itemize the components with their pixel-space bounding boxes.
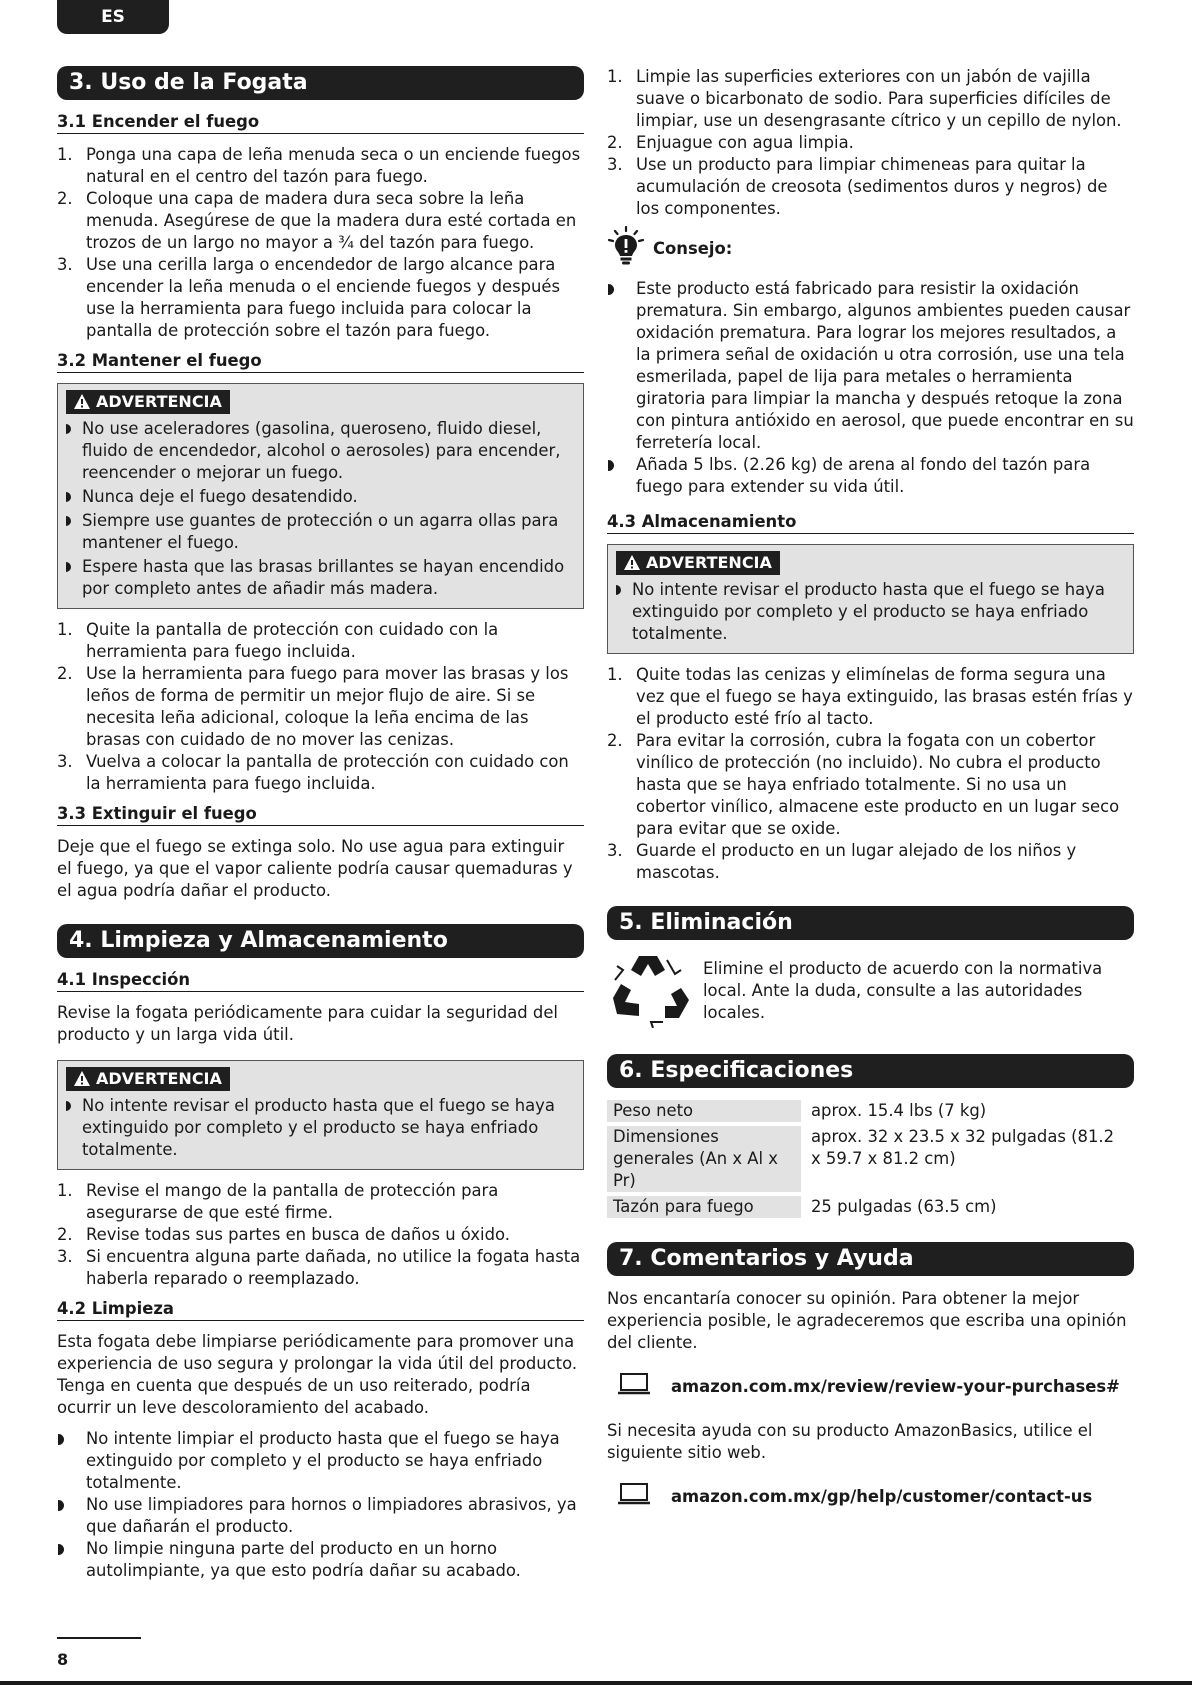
warning-box	[57, 383, 584, 609]
right-column	[607, 66, 1134, 1530]
recycle-icon	[611, 952, 691, 1032]
list-item: 3. Use una cerilla larga o encendedor de largo alcance para encender la leña menuda o el enciende fuegos y después use la herramienta para fuego incluida para colocar la pantalla de protección sobre el tazón para fuego.	[57, 255, 561, 340]
table-row	[607, 1126, 1134, 1192]
disposal-block	[611, 952, 1134, 1032]
help-link-row	[617, 1482, 1134, 1510]
review-link-row	[617, 1372, 1134, 1400]
warning-label: ADVERTENCIA	[66, 1067, 230, 1091]
list-item: 3. Guarde el producto en un lugar alejado de los niños y mascotas.	[607, 841, 1077, 882]
warning-box	[607, 544, 1134, 654]
laptop-icon	[617, 1482, 651, 1510]
subsection-4-3-title: 4.3 Almacenamiento	[607, 512, 1134, 534]
subsection-4-1-title: 4.1 Inspección	[57, 970, 584, 992]
list-item: No intente revisar el producto hasta que el fuego se haya extinguido por completo y el producto se haya enfriado totalmente.	[66, 1095, 575, 1161]
spec-key: Tazón para fuego	[607, 1196, 801, 1218]
cleaning-text: Esta fogata debe limpiarse periódicamente para promover una experiencia de uso segura y prolongar la vida útil del producto. Tenga en cuenta que después de un uso reiterado, podría ocurrir un leve descoloramiento del acabado.	[57, 1332, 578, 1417]
list-item: No limpie ninguna parte del producto en un horno autolimpiante, ya que esto podría dañar su acabado.	[57, 1538, 584, 1582]
list-item: 1. Limpie las superficies exteriores con un jabón de vajilla suave o bicarbonato de sodio. Para superficies difíciles de limpiar, use un desengrasante cítrico y un cepillo de nylon.	[607, 67, 1122, 130]
list-item: 3. Si encuentra alguna parte dañada, no utilice la fogata hasta haberla reparado o reemplazado.	[57, 1247, 581, 1288]
laptop-icon	[617, 1372, 651, 1400]
lightbulb-icon	[607, 226, 645, 270]
help-link[interactable]: amazon.com.mx/gp/help/customer/contact-us	[671, 1486, 1093, 1506]
section-3-title: 3. Uso de la Fogata	[57, 66, 584, 100]
footer-divider	[57, 1637, 141, 1639]
list-item: 1. Revise el mango de la pantalla de protección para asegurarse de que esté firme.	[57, 1181, 499, 1222]
inspection-text: Revise la fogata periódicamente para cuidar la seguridad del producto y un larga vida útil.	[57, 1003, 558, 1044]
list-item: No intente limpiar el producto hasta que el fuego se haya extinguido por completo y el producto se haya enfriado totalmente.	[57, 1428, 584, 1494]
help-text: Si necesita ayuda con su producto AmazonBasics, utilice el siguiente sitio web.	[607, 1421, 1093, 1462]
section-6-title: 6. Especificaciones	[607, 1054, 1134, 1088]
list-item: Siempre use guantes de protección o un agarra ollas para mantener el fuego.	[66, 510, 575, 554]
table-row	[607, 1196, 1134, 1218]
section-5-title: 5. Eliminación	[607, 906, 1134, 940]
list-item: 1. Ponga una capa de leña menuda seca o un enciende fuegos natural en el centro del tazón para fuego.	[57, 145, 581, 186]
tip-bullets	[607, 278, 1134, 498]
specs-table	[607, 1096, 1134, 1222]
extinguish-text: Deje que el fuego se extinga solo. No use agua para extinguir el fuego, ya que el vapor caliente podría causar quemaduras y el agua podría dañar el producto.	[57, 837, 573, 900]
list-item: 1. Quite la pantalla de protección con cuidado con la herramienta para fuego incluida.	[57, 620, 499, 661]
light-fire-steps	[57, 144, 584, 342]
disposal-text: Elimine el producto de acuerdo con la normativa local. Ante la duda, consulte a las autoridades locales.	[703, 959, 1103, 1022]
storage-steps	[607, 664, 1134, 884]
spec-value: aprox. 15.4 lbs (7 kg)	[811, 1101, 987, 1120]
page-number: 8	[57, 1650, 69, 1669]
warning-triangle-icon	[74, 1069, 90, 1093]
list-item: No intente revisar el producto hasta que el fuego se haya extinguido por completo y el producto se haya enfriado totalmente.	[616, 579, 1125, 645]
bottom-border	[0, 1681, 1192, 1685]
list-item: 2. Coloque una capa de madera dura seca sobre la leña menuda. Asegúrese de que la madera dura esté cortada en trozos de un largo no mayor a ¾ del tazón para fuego.	[57, 189, 577, 252]
list-item: 3. Use un producto para limpiar chimeneas para quitar la acumulación de creosota (sedimentos duros y negros) de los componentes.	[607, 155, 1108, 218]
maintain-fire-steps	[57, 619, 584, 795]
subsection-3-1-title: 3.1 Encender el fuego	[57, 112, 584, 134]
list-item: 2. Revise todas sus partes en busca de daños u óxido.	[57, 1225, 510, 1244]
inspection-steps	[57, 1180, 584, 1290]
subsection-3-3-title: 3.3 Extinguir el fuego	[57, 804, 584, 826]
list-item: 3. Vuelva a colocar la pantalla de protección con cuidado con la herramienta para fuego incluida.	[57, 752, 569, 793]
left-column	[57, 66, 584, 1582]
list-item: Añada 5 lbs. (2.26 kg) de arena al fondo del tazón para fuego para extender su vida útil.	[607, 454, 1134, 498]
warning-label: ADVERTENCIA	[66, 390, 230, 414]
subsection-4-2-title: 4.2 Limpieza	[57, 1299, 584, 1321]
list-item: 2. Enjuague con agua limpia.	[607, 133, 854, 152]
language-tab: ES	[57, 0, 169, 34]
review-link[interactable]: amazon.com.mx/review/review-your-purchases#	[671, 1376, 1120, 1396]
spec-value: 25 pulgadas (63.5 cm)	[811, 1197, 997, 1216]
cleaning-steps	[607, 66, 1134, 220]
spec-key: Peso neto	[607, 1100, 801, 1122]
list-item: Nunca deje el fuego desatendido.	[66, 486, 575, 508]
cleaning-bullets	[57, 1428, 584, 1582]
table-row	[607, 1100, 1134, 1122]
feedback-text: Nos encantaría conocer su opinión. Para obtener la mejor experiencia posible, le agradeceremos que escriba una opinión del cliente.	[607, 1289, 1127, 1352]
warning-triangle-icon	[624, 553, 640, 577]
list-item: Espere hasta que las brasas brillantes se hayan encendido por completo antes de añadir más madera.	[66, 556, 575, 600]
list-item: No use limpiadores para hornos o limpiadores abrasivos, ya que dañarán el producto.	[57, 1494, 584, 1538]
spec-key: Dimensiones generales (An x Al x Pr)	[607, 1126, 801, 1192]
list-item: Este producto está fabricado para resistir la oxidación prematura. Sin embargo, algunos ambientes pueden causar oxidación prematura. Para lograr los mejores resultados, a la primera señal de oxidación u otra corrosión, use una tela esmerilada, papel de lija para metales o herramienta giratoria para limpiar la mancha y después retoque la zona con pintura antióxido en aerosol, que puede encontrar en su ferretería local.	[607, 278, 1134, 454]
list-item: 1. Quite todas las cenizas y elimínelas de forma segura una vez que el fuego se haya extinguido, las brasas estén frías y el producto esté frío al tacto.	[607, 665, 1133, 728]
list-item: No use aceleradores (gasolina, queroseno, fluido diesel, fluido de encendedor, alcohol o aerosoles) para encender, reencender o mejorar un fuego.	[66, 418, 575, 484]
section-4-title: 4. Limpieza y Almacenamiento	[57, 924, 584, 958]
warning-box	[57, 1060, 584, 1170]
tip-label: Consejo:	[653, 238, 733, 258]
warning-label: ADVERTENCIA	[616, 551, 780, 575]
spec-value: aprox. 32 x 23.5 x 32 pulgadas (81.2 x 59.7 x 81.2 cm)	[811, 1127, 1115, 1168]
subsection-3-2-title: 3.2 Mantener el fuego	[57, 351, 584, 373]
list-item: 2. Use la herramienta para fuego para mover las brasas y los leños de forma de permitir un mejor flujo de aire. Si se necesita leña adicional, coloque la leña encima de las brasas con cuidado de no mover las cenizas.	[57, 664, 569, 749]
warning-triangle-icon	[74, 392, 90, 416]
list-item: 2. Para evitar la corrosión, cubra la fogata con un cobertor vinílico de protección (no incluido). No cubra el producto hasta que se haya enfriado totalmente. Si no usa un cobertor vinílico, almacene este producto en un lugar seco para evitar que se oxide.	[607, 731, 1120, 838]
tip-heading	[607, 226, 1134, 270]
section-7-title: 7. Comentarios y Ayuda	[607, 1242, 1134, 1276]
